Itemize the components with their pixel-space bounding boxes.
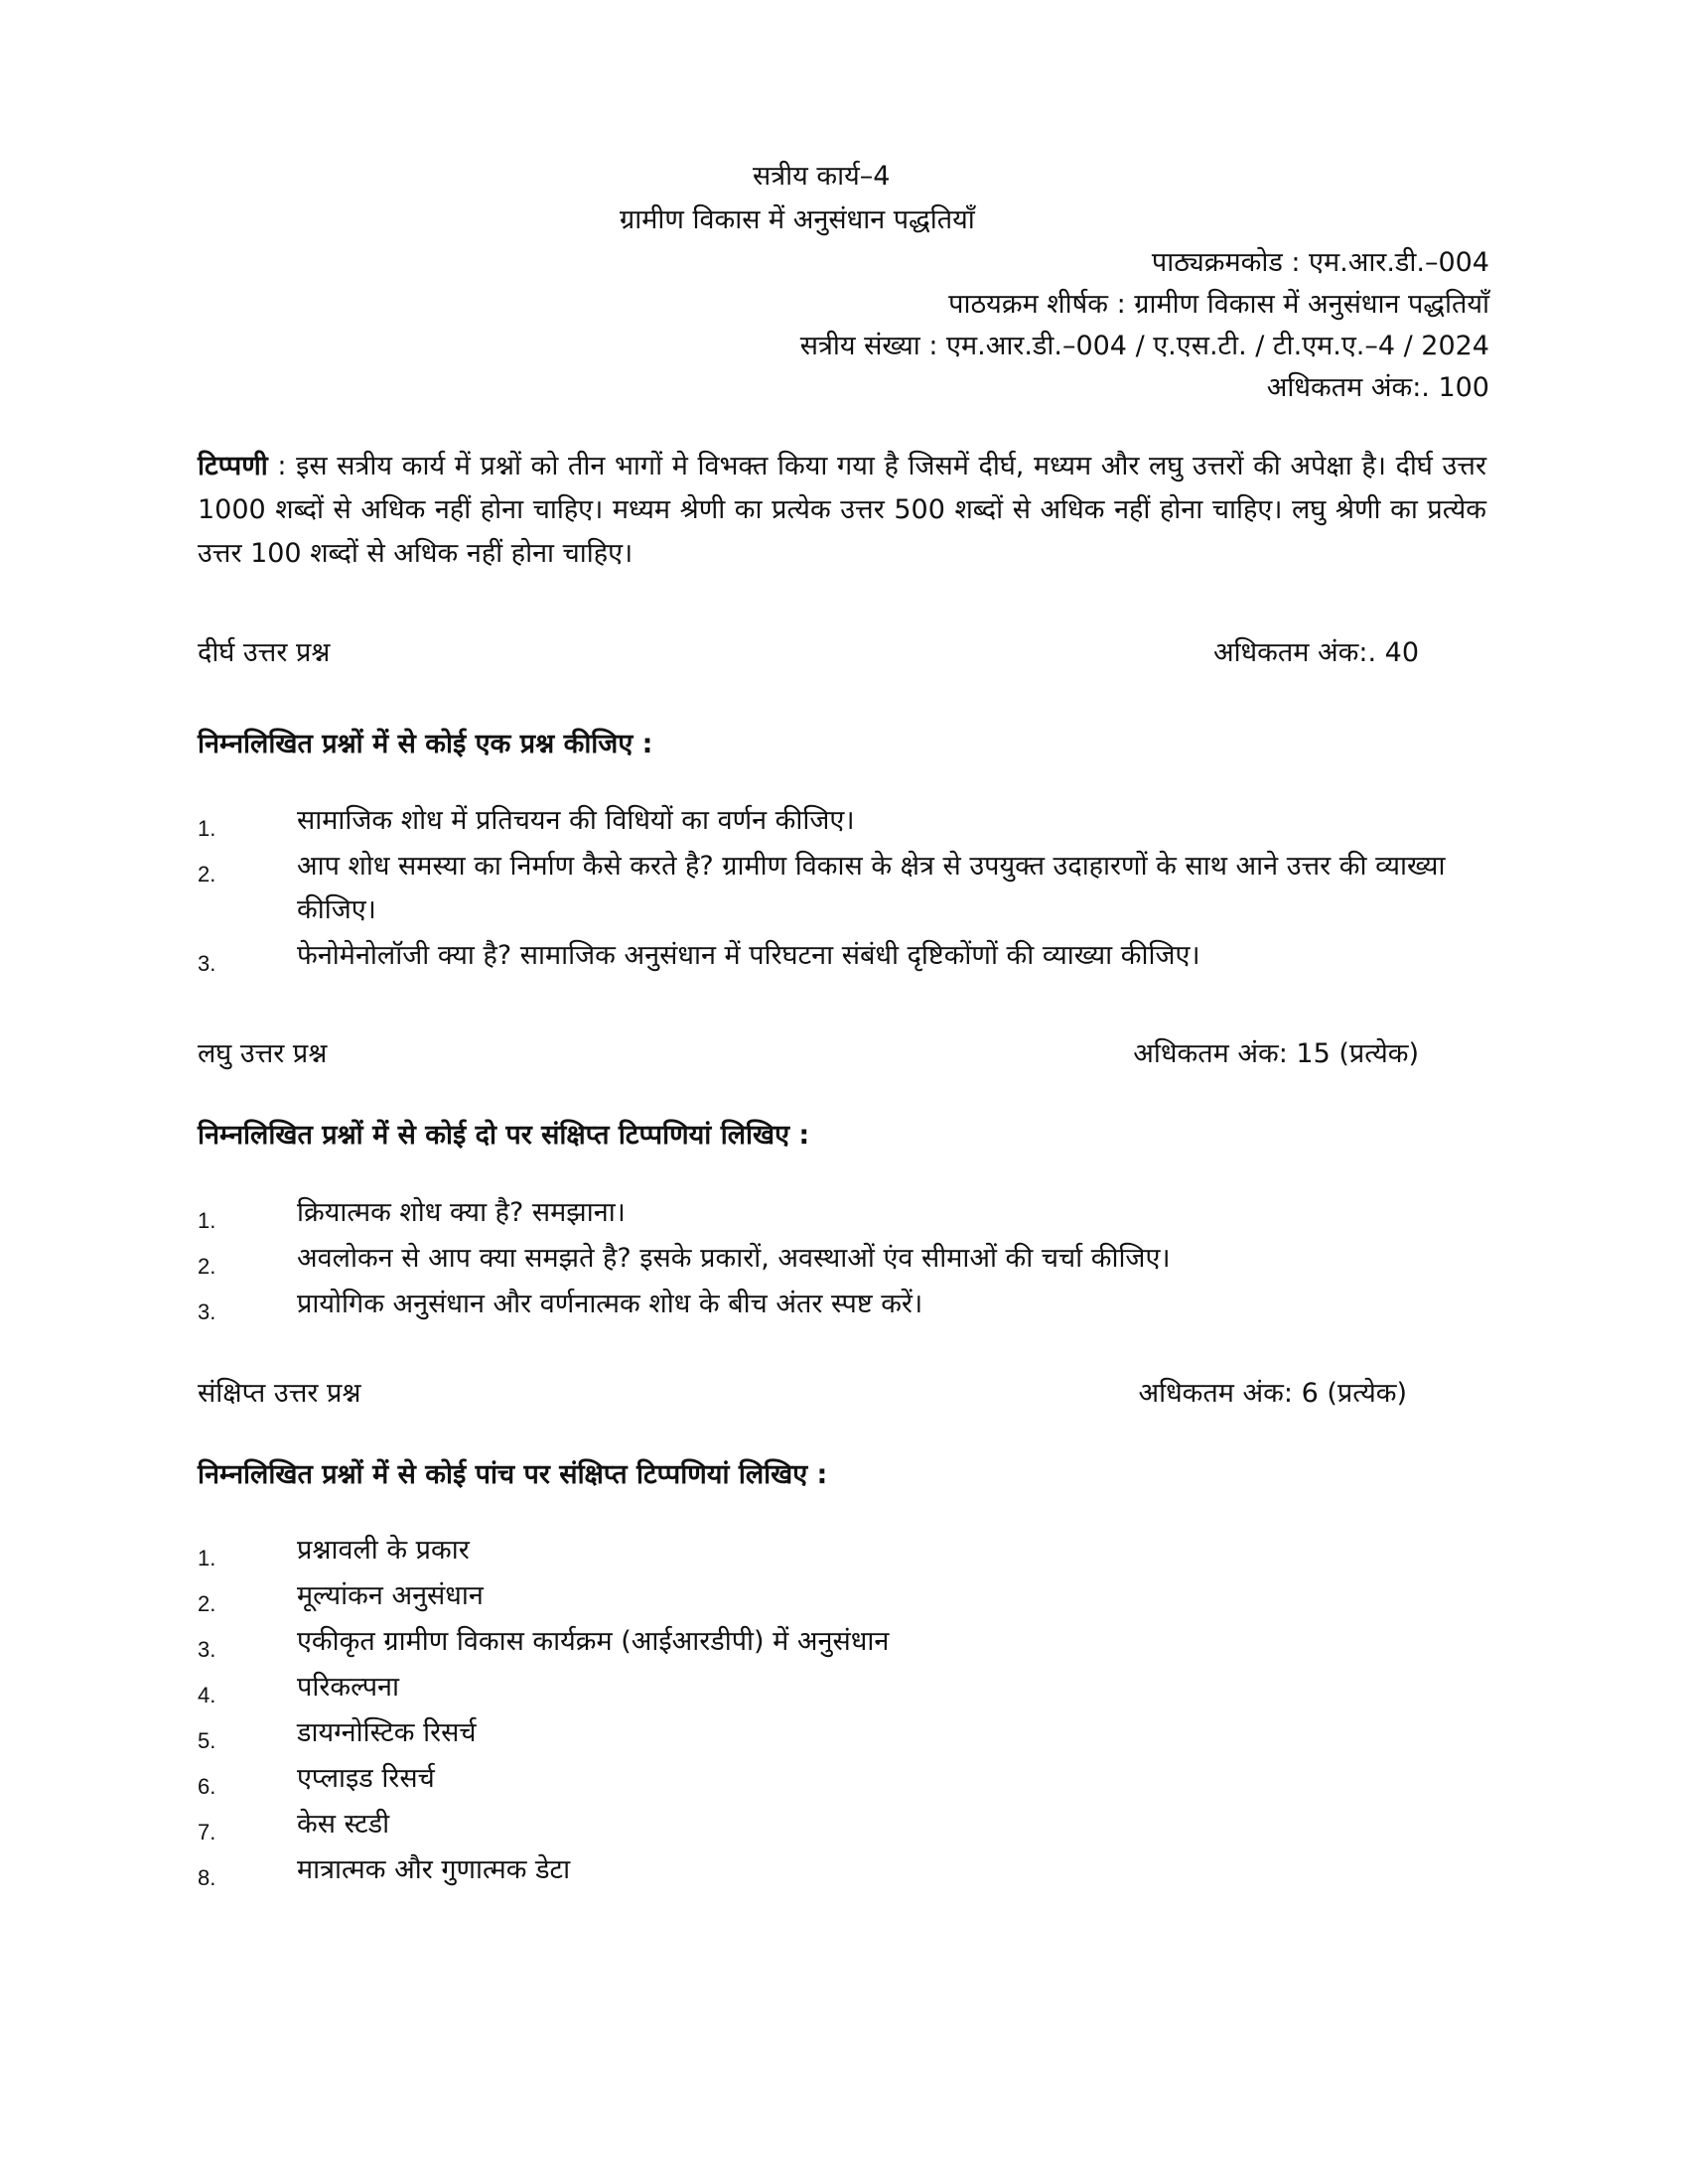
section-title: दीर्घ उत्तर प्रश्न bbox=[198, 637, 331, 668]
question-text: एप्लाइड रिसर्च bbox=[297, 1763, 435, 1794]
list-item bbox=[198, 1283, 1488, 1326]
section-marks: अधिकतम अंक: 6 (प्रत्येक) bbox=[1138, 1378, 1407, 1409]
question-number: 8. bbox=[198, 1865, 216, 1890]
list-item bbox=[198, 1848, 1488, 1892]
question-text: आप शोध समस्या का निर्माण कैसे करते है? ग्रामीण विकास के क्षेत्र से उपयुक्त उदाहारणों के साथ आने उत्तर की व्याख्या कीजिए। bbox=[297, 851, 1446, 925]
question-number: 3. bbox=[198, 1637, 216, 1662]
question-text: डायग्नोस्टिक रिसर्च bbox=[297, 1717, 477, 1748]
list-item bbox=[198, 934, 1488, 978]
question-number: 1. bbox=[198, 816, 216, 841]
section-instruction: निम्नलिखित प्रश्नों में से कोई पांच पर संक्षिप्त टिप्पणियां लिखिए : bbox=[198, 1459, 828, 1490]
section-instruction: निम्नलिखित प्रश्नों में से कोई दो पर संक्षिप्त टिप्पणियां लिखिए : bbox=[198, 1120, 810, 1151]
question-text: सामाजिक शोध में प्रतिचयन की विधियों का वर्णन कीजिए। bbox=[297, 805, 855, 836]
section-title: संक्षिप्त उत्तर प्रश्न bbox=[198, 1378, 361, 1409]
question-number: 2. bbox=[198, 1254, 216, 1279]
long-question-list bbox=[198, 799, 1488, 980]
list-item bbox=[198, 1666, 1488, 1709]
short-question-list bbox=[198, 1191, 1488, 1328]
list-item bbox=[198, 1711, 1488, 1755]
brief-question-list bbox=[198, 1529, 1488, 1894]
course-code: पाठ्यक्रमकोड : एम.आर.डी.–004 bbox=[1151, 247, 1489, 278]
question-number: 3. bbox=[198, 951, 216, 976]
question-text: प्रायोगिक अनुसंधान और वर्णनात्मक शोध के बीच अंतर स्पष्ट करें। bbox=[297, 1289, 923, 1319]
section-instruction: निम्नलिखित प्रश्नों में से कोई एक प्रश्न कीजिए : bbox=[198, 729, 653, 759]
question-text: मूल्यांकन अनुसंधान bbox=[297, 1580, 484, 1611]
question-number: 3. bbox=[198, 1299, 216, 1324]
list-item bbox=[198, 799, 1488, 843]
question-text: एकीकृत ग्रामीण विकास कार्यक्रम (आईआरडीपी) में अनुसंधान bbox=[297, 1626, 890, 1657]
question-number: 5. bbox=[198, 1728, 216, 1753]
question-text: क्रियात्मक शोध क्या है? समझाना। bbox=[297, 1197, 626, 1228]
course-title: पाठयक्रम शीर्षक : ग्रामीण विकास में अनुसंधान पद्धतियाँ bbox=[948, 289, 1489, 320]
question-text: प्रश्नावली के प्रकार bbox=[297, 1535, 470, 1566]
assignment-title: सत्रीय कार्य–4 bbox=[753, 161, 891, 192]
question-number: 2. bbox=[198, 1591, 216, 1616]
course-meta bbox=[800, 243, 1489, 410]
question-number: 7. bbox=[198, 1820, 216, 1844]
question-text: केस स्टडी bbox=[297, 1809, 390, 1840]
list-item bbox=[198, 1757, 1488, 1801]
list-item bbox=[198, 1529, 1488, 1572]
note-label: टिप्पणी bbox=[198, 451, 268, 481]
question-text: मात्रात्मक और गुणात्मक डेटा bbox=[297, 1854, 571, 1885]
question-number: 1. bbox=[198, 1208, 216, 1233]
question-number: 1. bbox=[198, 1546, 216, 1570]
subject-title: ग्रामीण विकास में अनुसंधान पद्धतियाँ bbox=[620, 205, 975, 235]
max-marks: अधिकतम अंक:. 100 bbox=[1266, 372, 1489, 403]
question-number: 6. bbox=[198, 1774, 216, 1799]
list-item bbox=[198, 1191, 1488, 1235]
section-marks: अधिकतम अंक:. 40 bbox=[1212, 637, 1419, 668]
list-item bbox=[198, 1574, 1488, 1618]
note-paragraph bbox=[198, 445, 1486, 576]
section-marks: अधिकतम अंक: 15 (प्रत्येक) bbox=[1133, 1038, 1419, 1069]
question-text: परिकल्पना bbox=[297, 1672, 400, 1703]
question-text: अवलोकन से आप क्या समझते है? इसके प्रकारों, अवस्थाओं एंव सीमाओं की चर्चा कीजिए। bbox=[297, 1243, 1171, 1274]
section-title: लघु उत्तर प्रश्न bbox=[198, 1038, 328, 1069]
question-number: 4. bbox=[198, 1683, 216, 1707]
question-number: 2. bbox=[198, 862, 216, 887]
list-item bbox=[198, 1620, 1488, 1664]
list-item bbox=[198, 1803, 1488, 1846]
list-item bbox=[198, 845, 1488, 932]
list-item bbox=[198, 1237, 1488, 1281]
question-text: फेनोमेनोलॉजी क्या है? सामाजिक अनुसंधान में परिघटना संबंधी दृष्टिकोंणों की व्याख्या कीजिए। bbox=[297, 940, 1200, 971]
assignment-number: सत्रीय संख्या : एम.आर.डी.–004 / ए.एस.टी. / टी.एम.ए.–4 / 2024 bbox=[799, 331, 1489, 361]
note-text: : इस सत्रीय कार्य में प्रश्नों को तीन भागों मे विभक्त किया गया है जिसमें दीर्घ, मध्यम और लघु उत्तरों की अपेक्षा है। दीर्घ उत्तर 1000 शब्दों से अधिक नहीं होना चाहिए। मध्यम श्रेणी का प्रत्येक उत्तर 500 शब्दों से अधिक नहीं होना चाहिए। लघु श्रेणी का प्रत्येक उत्तर 100 शब्दों से अधिक नहीं होना चाहिए। bbox=[198, 451, 1486, 569]
